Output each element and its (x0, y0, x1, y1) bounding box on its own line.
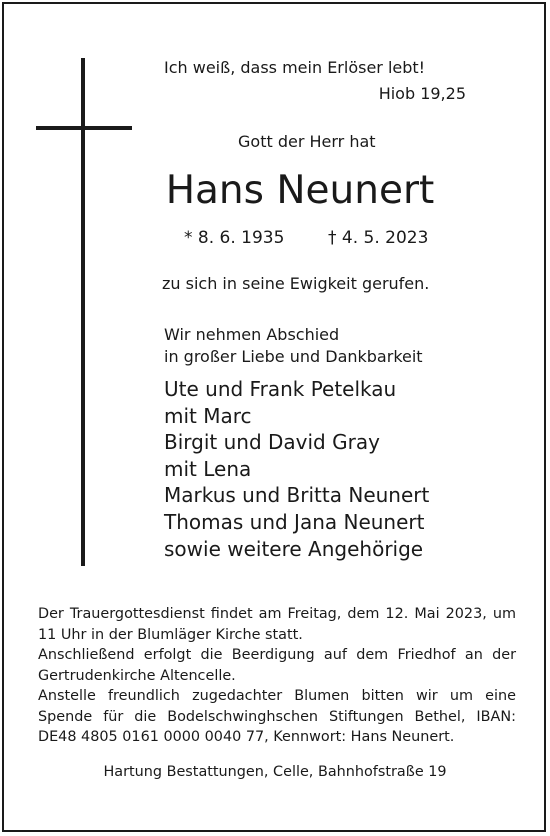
intro-text: Gott der Herr hat (238, 132, 376, 151)
deceased-name: Hans Neunert (165, 168, 435, 213)
funeral-home-footer: Hartung Bestattungen, Celle, Bahnhofstraße 19 (103, 764, 447, 780)
farewell-line: Wir nehmen Abschied (164, 325, 340, 344)
death-date: † 4. 5. 2023 (328, 228, 429, 248)
birth-date: * 8. 6. 1935 (184, 228, 285, 248)
family-member: Markus und Britta Neunert (164, 483, 430, 508)
farewell-line: in großer Liebe und Dankbarkeit (164, 347, 423, 366)
family-member: Thomas und Jana Neunert (164, 509, 425, 534)
family-list (164, 376, 429, 562)
cross-icon (81, 58, 85, 566)
service-notice (38, 604, 516, 748)
notice-line: Anschließend erfolgt die Beerdigung auf dem Friedhof an der (38, 647, 516, 663)
bible-verse-reference: Hiob 19,25 (378, 84, 466, 103)
family-member: mit Lena (164, 456, 252, 481)
bible-verse: Ich weiß, dass mein Erlöser lebt! (164, 58, 426, 77)
family-member: mit Marc (164, 403, 252, 428)
notice-line: Gertrudenkirche Altencelle. (38, 667, 236, 684)
family-member: Birgit und David Gray (164, 430, 380, 455)
family-member: Ute und Frank Petelkau (164, 377, 397, 401)
called-text: zu sich in seine Ewigkeit gerufen. (162, 274, 430, 293)
farewell-text (164, 324, 423, 368)
cross-icon-bar (36, 126, 132, 130)
family-member: sowie weitere Angehörige (164, 536, 424, 561)
notice-line: Anstelle freundlich zugedachter Blumen bitten wir um eine (38, 688, 516, 704)
notice-line: 11 Uhr in der Blumläger Kirche statt. (38, 626, 303, 643)
notice-line: Spende für die Bodelschwinghschen Stiftungen Bethel, IBAN: (38, 708, 516, 725)
notice-line: Der Trauergottesdienst findet am Freitag, dem 12. Mai 2023, um (38, 606, 516, 622)
notice-line: DE48 4805 0161 0000 0040 77, Kennwort: Hans Neunert. (38, 729, 455, 745)
